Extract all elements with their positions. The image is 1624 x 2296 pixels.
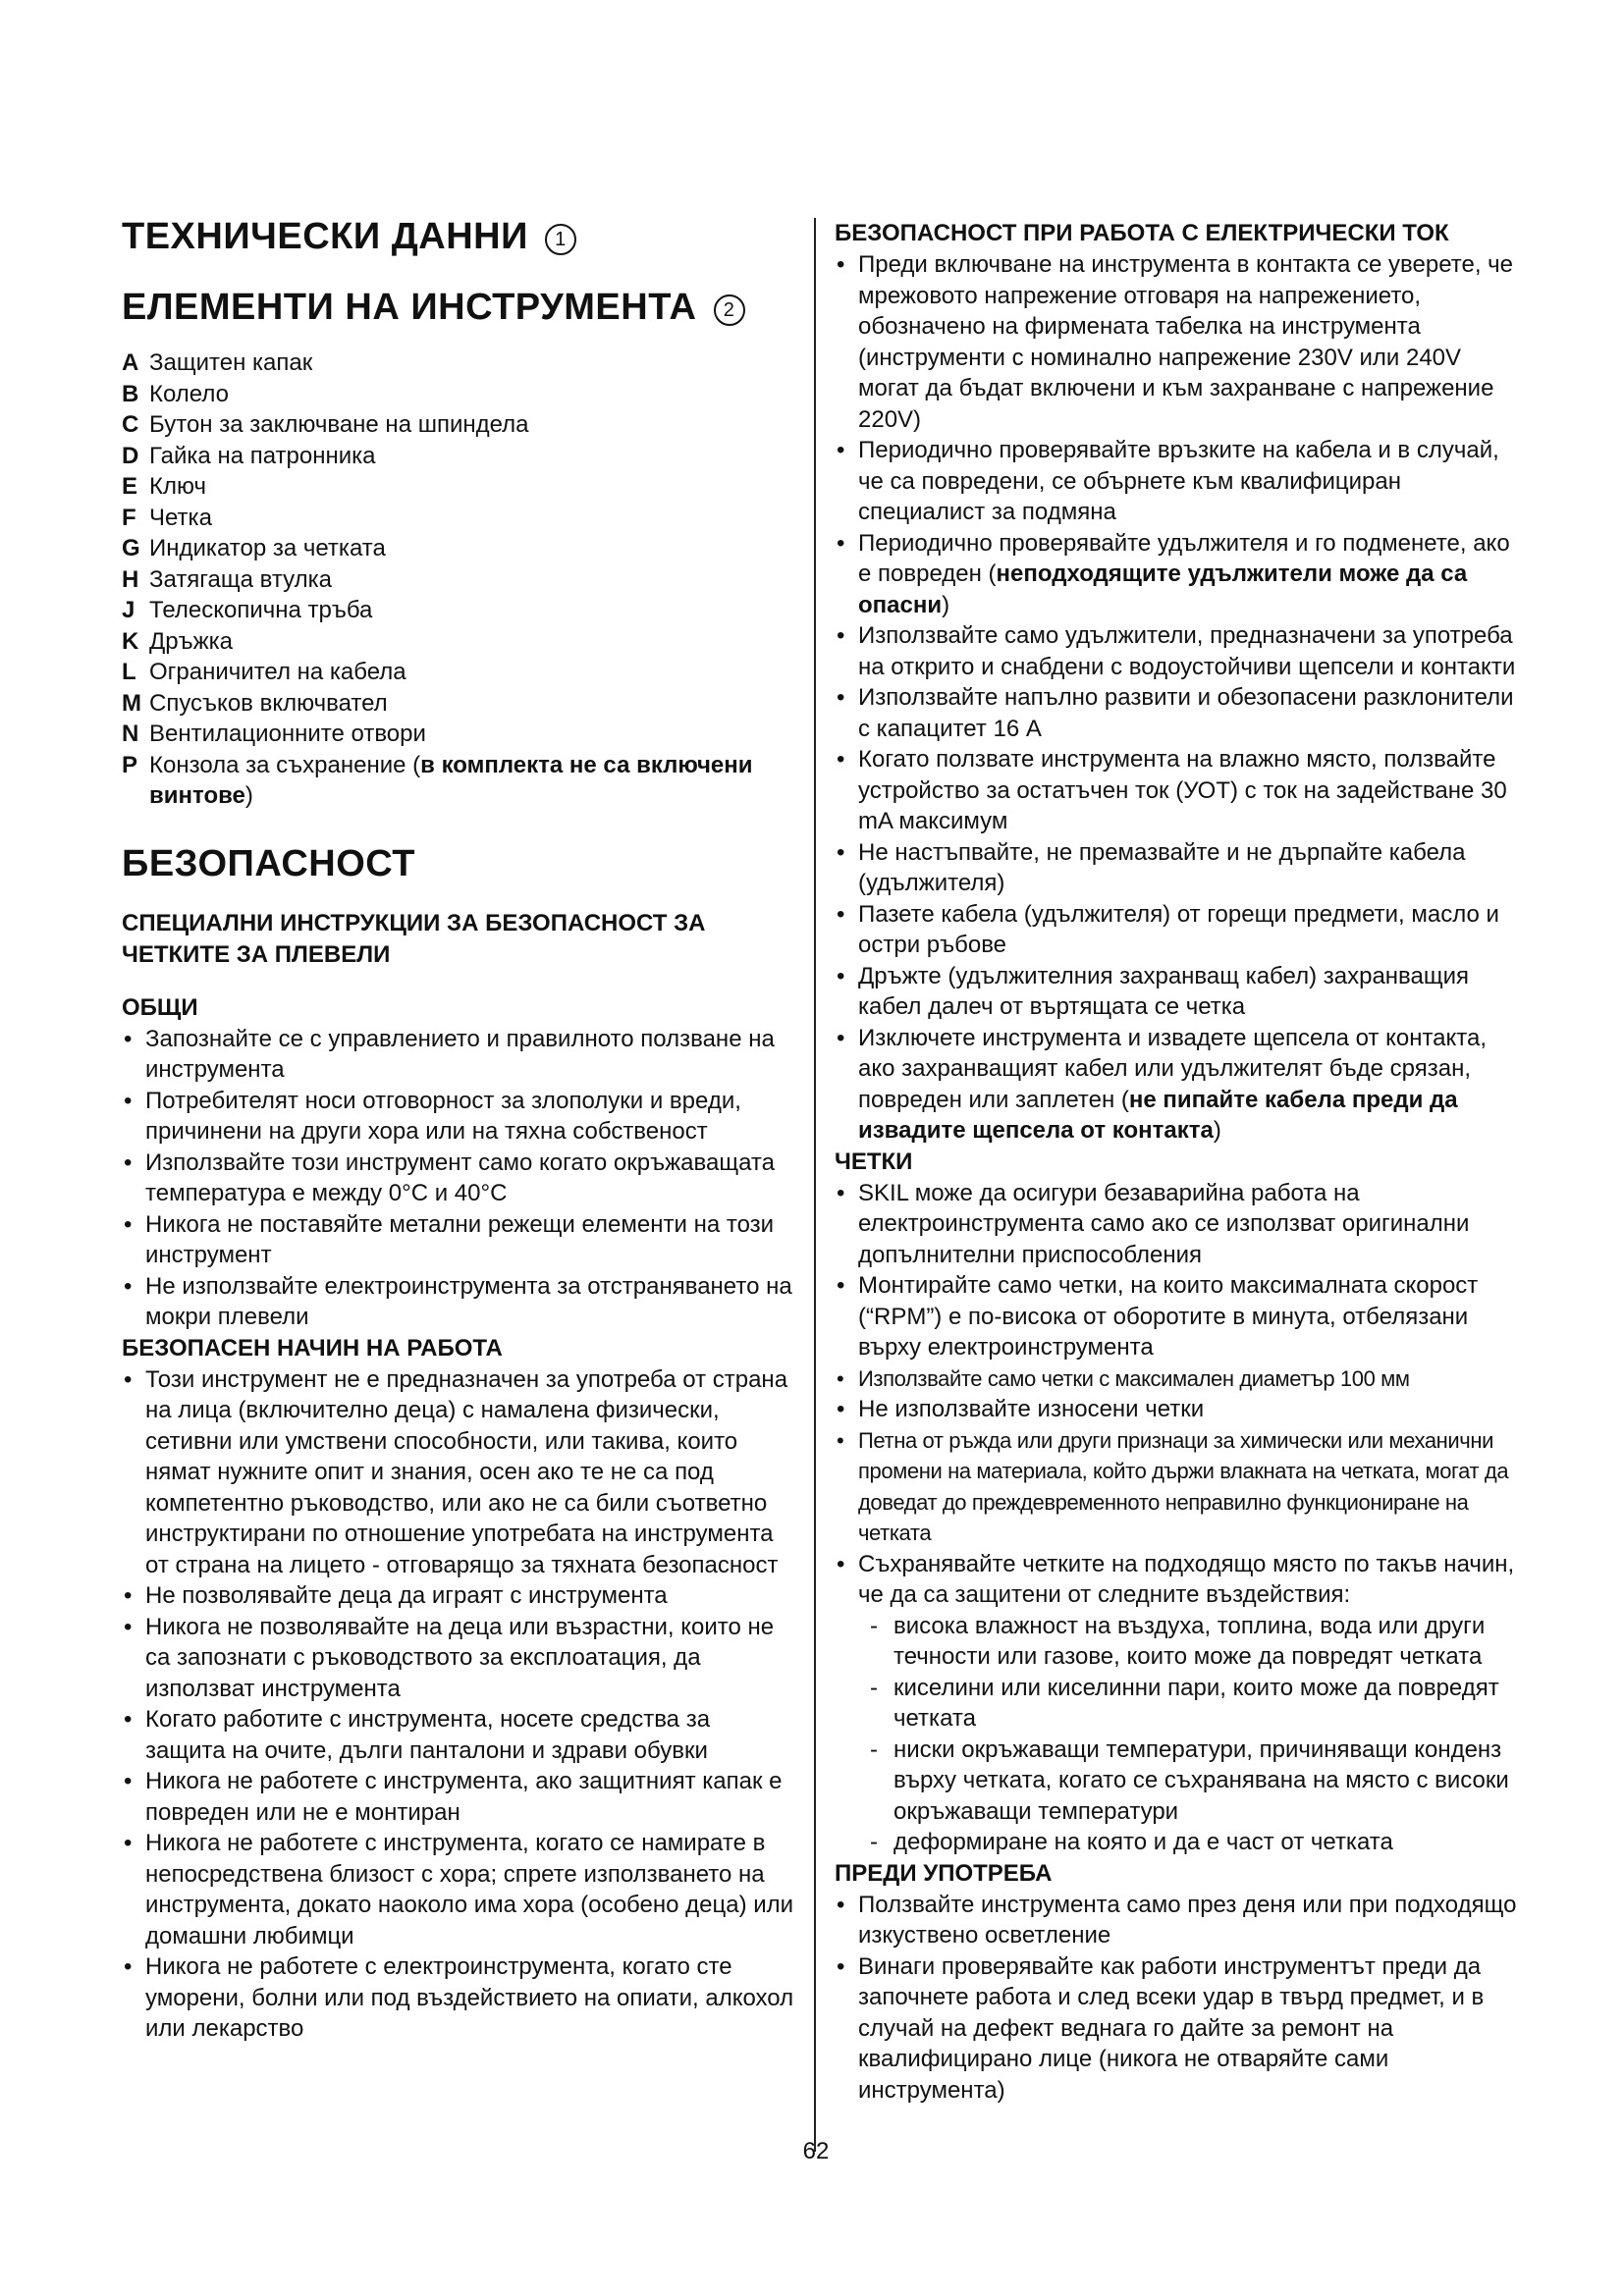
- left-column: [122, 214, 795, 2045]
- heading-tool-elements: ЕЛЕМЕНТИ НА ИНСТРУМЕНТА 2: [122, 285, 795, 330]
- list-item: • Петна от ръжда или други признаци за химически или механични промени на материала, който държи влакната на четката, могат да доведат до преждевременното неправилно функциониране на четката: [835, 1425, 1522, 1549]
- list-item: • Периодично проверявайте връзките на кабела и в случай, че са повредени, се обърнете към квалифициран специалист за подмяна: [835, 435, 1522, 528]
- part-item: L Ограничител на кабела: [122, 659, 406, 685]
- list-item: • Не позволявайте деца да играят с инструмента: [122, 1580, 795, 1612]
- right-column: [835, 218, 1522, 2106]
- list-item: • Никога не работете с електроинструмента, когато сте уморени, болни или под въздействието на опиати, алкохол или лекарство: [122, 1951, 795, 2045]
- figure-ref-1: 1: [545, 224, 576, 255]
- heading-safety: БЕЗОПАСНОСТ: [122, 842, 415, 884]
- list-item: • Преди включване на инструмента в контакта се уверете, че мрежовото напрежение отговаря на напрежението, обозначено на фирмената табелка на инструмента (инструменти с номинално напрежение 230V или 240V могат да бъдат включени и към захранване с напрежение 220V): [835, 249, 1522, 435]
- part-item: H Затягаща втулка: [122, 565, 332, 593]
- heading-safe-work: БЕЗОПАСЕН НАЧИН НА РАБОТА: [122, 1334, 503, 1362]
- list-item: • Използвайте само четки с максимален диаметър 100 мм: [835, 1363, 1522, 1395]
- part-item: J Телескопична тръба: [122, 597, 373, 623]
- list-item: • Използвайте само удължители, предназначени за употреба на открито и снабдени с водоустойчиви щепсели и контакти: [835, 620, 1522, 682]
- part-item: G Индикатор за четката: [122, 535, 386, 561]
- list-item: • Съхранявайте четките на подходящо място по такъв начин, че да са защитени от следните въздействия:: [835, 1549, 1522, 1611]
- part-item: D Гайка на патронника: [122, 442, 376, 469]
- part-item: M Спусъков включвател: [122, 689, 388, 717]
- safe-work-list: [122, 1364, 795, 2045]
- part-item: F Четка: [122, 504, 212, 531]
- heading-before-use: ПРЕДИ УПОТРЕБА: [835, 1859, 1053, 1887]
- list-item: • Изключете инструмента и извадете щепсела от контакта, ако захранващият кабел или удължителят бъде срязан, повреден или заплетен (не пипайте кабела преди да извадите щепсела от контакта): [835, 1023, 1522, 1147]
- column-divider: [814, 218, 816, 2152]
- list-item: • Използвайте напълно развити и обезопасени разклонители с капацитет 16 A: [835, 682, 1522, 744]
- list-item: • Не настъпвайте, не премазвайте и не дърпайте кабела (удължителя): [835, 837, 1522, 899]
- sub-list-item: - висока влажност на въздуха, топлина, вода или други течности или газове, които може да повредят четката: [835, 1611, 1522, 1673]
- list-item: • Този инструмент не е предназначен за употреба от страна на лица (включително деца) с намалена физически, сетивни или умствени способности, или такива, които нямат нужните опит и знания, осен ако те не са под компетентно ръководство, или ако не са били съответно инструктирани по отношение употребата на инструмента от страна на лицето - отговарящо за тяхната безопасност: [122, 1364, 795, 1581]
- part-item: A Защитен капак: [122, 349, 313, 376]
- part-item: C Бутон за заключване на шпиндела: [122, 411, 529, 438]
- list-item: • SKIL може да осигури безаварийна работа на електроинструмента само ако се използват оригинални допълнителни приспособления: [835, 1178, 1522, 1271]
- heading-general: ОБЩИ: [122, 993, 198, 1021]
- heading-special-instructions: СПЕЦИАЛНИ ИНСТРУКЦИИ ЗА БЕЗОПАСНОСТ ЗА ЧЕТКИТЕ ЗА ПЛЕВЕЛИ: [122, 909, 706, 968]
- list-item: • Никога не работете с инструмента, ако защитният капак е повреден или не е монтиран: [122, 1766, 795, 1828]
- list-item: • Ползвайте инструмента само през деня или при подходящо изкуствено осветление: [835, 1890, 1522, 1951]
- before-use-list: [835, 1890, 1522, 2107]
- list-item: • Никога не работете с инструмента, когато се намирате в непосредствена близост с хора; спрете използването на инструмента, докато наоколо има хора (особено деца) или домашни любимци: [122, 1828, 795, 1951]
- list-item: • Дръжте (удължителния захранващ кабел) захранващия кабел далеч от въртящата се четка: [835, 961, 1522, 1023]
- part-item: K Дръжка: [122, 627, 234, 655]
- list-item: • Когато работите с инструмента, носете средства за защита на очите, дълги панталони и здрави обувки: [122, 1704, 795, 1766]
- list-item: • Никога не позволявайте на деца или възрастни, които не са запознати с ръководството за експлоатация, да използват инструмента: [122, 1612, 795, 1705]
- sub-list-item: - ниски окръжаващи температури, причиняващи конденз върху четката, когато се съхранявана на място с високи окръжаващи температури: [835, 1735, 1522, 1828]
- list-item: • Когато ползвате инструмента на влажно място, ползвайте устройство за остатъчен ток (УОТ) с ток на задействане 30 mA максимум: [835, 744, 1522, 837]
- parts-list: [122, 347, 795, 812]
- list-item: • Запознайте се с управлението и правилното ползване на инструмента: [122, 1024, 795, 1086]
- sub-list-item: - деформиране на която и да е част от четката: [835, 1827, 1522, 1858]
- part-item: E Ключ: [122, 473, 206, 500]
- list-item: • Периодично проверявайте удължителя и го подменете, ако е повреден (неподходящите удължители може да са опасни): [835, 528, 1522, 621]
- sub-list-item: - киселини или киселинни пари, които може да повредят четката: [835, 1673, 1522, 1735]
- list-item: • Не използвайте електроинструмента за отстраняването на мокри плевели: [122, 1271, 795, 1333]
- list-item: • Винаги проверявайте как работи инструментът преди да започнете работа и след всеки удар в твърд предмет, и в случай на дефект веднага го дайте за ремонт на квалифицирано лице (никога не отваряйте сами инструмента): [835, 1951, 1522, 2107]
- part-item: N Вентилационните отвори: [122, 721, 426, 747]
- heading-brushes: ЧЕТКИ: [835, 1148, 913, 1175]
- list-item: • Никога не поставяйте метални режещи елементи на този инструмент: [122, 1209, 795, 1271]
- brushes-list: [835, 1178, 1522, 1858]
- electric-list: [835, 249, 1522, 1147]
- heading-electric-safety: БЕЗОПАСНОСТ ПРИ РАБОТА С ЕЛЕКТРИЧЕСКИ ТОК: [835, 220, 1449, 246]
- figure-ref-2: 2: [714, 294, 745, 326]
- list-item: • Монтирайте само четки, на които максималната скорост (“RPM”) е по-висока от оборотите в минута, отбелязани върху електроинструмента: [835, 1270, 1522, 1363]
- general-list: [122, 1024, 795, 1333]
- list-item: • Потребителят носи отговорност за злополуки и вреди, причинени на други хора или на тяхна собственост: [122, 1086, 795, 1148]
- page-number: 62: [802, 2138, 830, 2164]
- heading-technical-data: ТЕХНИЧЕСКИ ДАННИ 1: [122, 214, 795, 259]
- list-item: • Използвайте този инструмент само когато окръжаващата температура е между 0°C и 40°C: [122, 1148, 795, 1209]
- list-item: • Пазете кабела (удължителя) от горещи предмети, масло и остри ръбове: [835, 899, 1522, 961]
- part-item: P Конзола за съхранение (в комплекта не са включени винтове): [122, 751, 753, 809]
- part-item: B Колело: [122, 380, 229, 407]
- list-item: • Не използвайте износени четки: [835, 1394, 1522, 1425]
